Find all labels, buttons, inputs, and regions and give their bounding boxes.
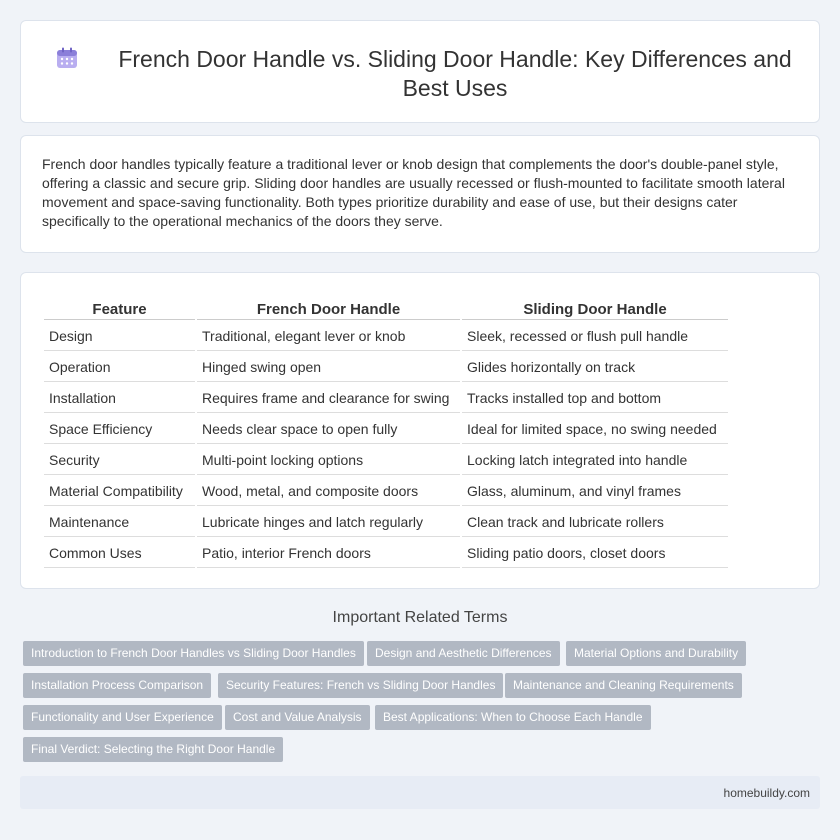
comparison-table bbox=[42, 294, 730, 570]
page-title: French Door Handle vs. Sliding Door Handle: Key Differences and Best Uses bbox=[118, 46, 792, 101]
table-cell: Common Uses bbox=[44, 539, 195, 568]
comparison-card bbox=[20, 272, 820, 589]
related-term-tag[interactable]: Final Verdict: Selecting the Right Door Handle bbox=[23, 737, 283, 762]
table-row bbox=[44, 508, 728, 537]
table-row bbox=[44, 446, 728, 475]
footer bbox=[20, 776, 820, 809]
table-cell: Material Compatibility bbox=[44, 477, 195, 506]
table-row bbox=[44, 539, 728, 568]
table-cell: Operation bbox=[44, 353, 195, 382]
related-terms-title: Important Related Terms bbox=[332, 609, 508, 626]
table-cell: Hinged swing open bbox=[197, 353, 460, 382]
table-row bbox=[44, 353, 728, 382]
table-cell: Ideal for limited space, no swing needed bbox=[462, 415, 728, 444]
related-term-tag[interactable]: Design and Aesthetic Differences bbox=[367, 641, 560, 666]
calendar-icon bbox=[56, 47, 78, 69]
title-card bbox=[20, 20, 820, 123]
related-term-tag[interactable]: Installation Process Comparison bbox=[23, 673, 211, 698]
table-cell: Traditional, elegant lever or knob bbox=[197, 322, 460, 351]
table-header-row bbox=[44, 296, 728, 320]
header-sliding-door: Sliding Door Handle bbox=[462, 296, 728, 320]
table-cell: Lubricate hinges and latch regularly bbox=[197, 508, 460, 537]
related-term-tag[interactable]: Functionality and User Experience bbox=[23, 705, 222, 730]
table-cell: Design bbox=[44, 322, 195, 351]
table-cell: Glass, aluminum, and vinyl frames bbox=[462, 477, 728, 506]
table-cell: Tracks installed top and bottom bbox=[462, 384, 728, 413]
table-cell: Sliding patio doors, closet doors bbox=[462, 539, 728, 568]
related-term-tag[interactable]: Material Options and Durability bbox=[566, 641, 746, 666]
table-row bbox=[44, 415, 728, 444]
table-row bbox=[44, 384, 728, 413]
table-cell: Maintenance bbox=[44, 508, 195, 537]
table-cell: Requires frame and clearance for swing bbox=[197, 384, 460, 413]
table-cell: Clean track and lubricate rollers bbox=[462, 508, 728, 537]
related-term-tag[interactable]: Security Features: French vs Sliding Door Handles bbox=[218, 673, 503, 698]
table-cell: Installation bbox=[44, 384, 195, 413]
table-cell: Locking latch integrated into handle bbox=[462, 446, 728, 475]
related-term-tag[interactable]: Maintenance and Cleaning Requirements bbox=[505, 673, 742, 698]
table-row bbox=[44, 322, 728, 351]
table-cell: Space Efficiency bbox=[44, 415, 195, 444]
related-term-tag[interactable]: Cost and Value Analysis bbox=[225, 705, 370, 730]
header-feature: Feature bbox=[44, 296, 195, 320]
summary-paragraph: French door handles typically feature a traditional lever or knob design that complements the door's double-panel style, offering a classic and secure grip. Sliding door handles are usually recessed or flush-mounted to facilitate smooth lateral movement and space-saving functionality. Both types prioritize durability and ease of use, but their designs cater specifically to the operational mechanics of the doors they serve. bbox=[42, 156, 785, 229]
footer-site-link[interactable]: homebuildy.com bbox=[723, 786, 810, 800]
table-cell: Sleek, recessed or flush pull handle bbox=[462, 322, 728, 351]
related-term-tag[interactable]: Best Applications: When to Choose Each Handle bbox=[375, 705, 651, 730]
table-cell: Patio, interior French doors bbox=[197, 539, 460, 568]
table-row bbox=[44, 477, 728, 506]
table-cell: Needs clear space to open fully bbox=[197, 415, 460, 444]
summary-card bbox=[20, 135, 820, 253]
related-term-tag[interactable]: Introduction to French Door Handles vs Sliding Door Handles bbox=[23, 641, 364, 666]
table-cell: Wood, metal, and composite doors bbox=[197, 477, 460, 506]
table-cell: Glides horizontally on track bbox=[462, 353, 728, 382]
table-cell: Multi-point locking options bbox=[197, 446, 460, 475]
header-french-door: French Door Handle bbox=[197, 296, 460, 320]
table-cell: Security bbox=[44, 446, 195, 475]
